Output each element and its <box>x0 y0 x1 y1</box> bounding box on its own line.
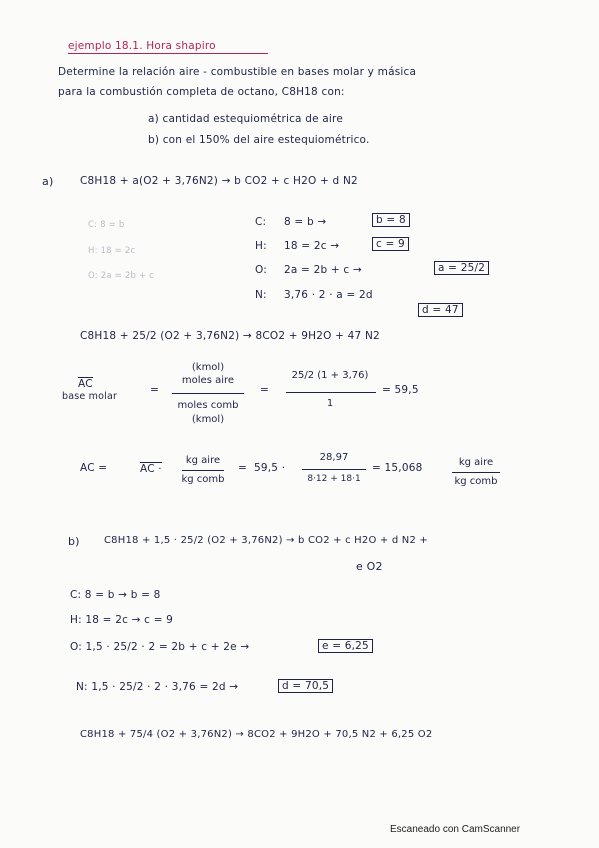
part-b-balance-h: H: 18 = 2c → c = 9 <box>70 614 174 626</box>
ac-molar-den2: 1 <box>326 398 334 409</box>
ac-mass-unit-num: kg aire <box>458 457 494 468</box>
part-a-equation: C8H18 + a(O2 + 3,76N2) → b CO2 + c H2O + d N2 <box>80 175 358 187</box>
ac-molar-num-paren: (kmol) <box>191 362 225 373</box>
ac-molar-eq2: = <box>260 384 269 396</box>
balance-c-eq: 8 = b → <box>284 216 327 228</box>
ac-molar-den: moles comb <box>177 400 239 411</box>
ac-mass-kg-num: kg aire <box>185 455 221 466</box>
balance-o-result: a = 25/2 <box>434 261 489 275</box>
part-b-equation-cont: e O2 <box>356 560 383 573</box>
ac-mass-m-den: 8·12 + 18·1 <box>307 474 361 484</box>
fraction-bar <box>182 470 224 471</box>
part-b-balance-o: O: 1,5 · 25/2 · 2 = 2b + c + 2e → <box>70 641 250 653</box>
ac-mass-val: 59,5 · <box>254 462 286 474</box>
intro-line-2: para la combustión completa de octano, C8H18 con: <box>58 86 345 98</box>
ac-molar-sub: base molar <box>62 391 118 402</box>
balance-h-eq: 18 = 2c → <box>284 240 340 252</box>
ac-mass-term: AC · <box>140 463 162 475</box>
ac-mass-kg-den: kg comb <box>181 474 225 485</box>
balance-h-lhs: H: <box>255 240 267 252</box>
ac-molar-num: moles aire <box>181 375 235 386</box>
ac-molar-result: = 59,5 <box>382 384 419 396</box>
faint-note: C: 8 = b <box>88 220 125 230</box>
part-b-balance-o-result: e = 6,25 <box>318 639 373 653</box>
balance-n-eq: 3,76 · 2 · a = 2d <box>284 289 373 301</box>
part-b-label: b) <box>68 535 80 548</box>
part-a-label: a) <box>42 175 54 188</box>
part-b-balance-c: C: 8 = b → b = 8 <box>70 589 161 601</box>
intro-item-b: b) con el 150% del aire estequiométrico. <box>148 134 370 146</box>
part-b-balance-n-result: d = 70,5 <box>278 679 333 693</box>
ac-mass-eq: = <box>238 462 247 474</box>
ac-mass-m-num: 28,97 <box>319 452 349 463</box>
part-a-balanced-equation: C8H18 + 25/2 (O2 + 3,76N2) → 8CO2 + 9H2O + 47 N2 <box>80 330 380 342</box>
balance-o-eq: 2a = 2b + c → <box>284 264 362 276</box>
title-underline <box>68 53 268 54</box>
part-b-balanced-equation: C8H18 + 75/4 (O2 + 3,76N2) → 8CO2 + 9H2O + 70,5 N2 + 6,25 O2 <box>80 729 433 740</box>
balance-c-result: b = 8 <box>372 213 410 227</box>
faint-note: H: 18 = 2c <box>88 246 136 256</box>
part-b-equation: C8H18 + 1,5 · 25/2 (O2 + 3,76N2) → b CO2 + c H2O + d N2 + <box>104 535 428 546</box>
ac-mass-result: = 15,068 <box>372 462 423 474</box>
ac-molar-eq: = <box>150 384 159 396</box>
fraction-bar <box>302 469 366 470</box>
fraction-bar <box>452 472 500 473</box>
intro-line-1: Determine la relación aire - combustible en bases molar y másica <box>58 66 417 78</box>
page-title: ejemplo 18.1. Hora shapiro <box>68 40 216 52</box>
ac-mass-unit-den: kg comb <box>454 476 498 487</box>
balance-h-result: c = 9 <box>372 237 409 251</box>
faint-note: O: 2a = 2b + c <box>88 271 155 281</box>
ac-molar-den-paren: (kmol) <box>191 414 225 425</box>
fraction-bar <box>286 392 376 393</box>
part-b-balance-n: N: 1,5 · 25/2 · 2 · 3,76 = 2d → <box>76 681 239 693</box>
balance-c-lhs: C: <box>255 216 267 228</box>
balance-n-lhs: N: <box>255 289 267 301</box>
fraction-bar <box>172 393 244 394</box>
intro-item-a: a) cantidad estequiométrica de aire <box>148 113 343 125</box>
ac-molar-num2: 25/2 (1 + 3,76) <box>291 370 369 381</box>
balance-n-result: d = 47 <box>418 303 463 317</box>
ac-mass-lhs: AC = <box>80 462 108 474</box>
ac-molar-label: AC <box>78 378 93 390</box>
balance-o-lhs: O: <box>255 264 268 276</box>
scanner-watermark: Escaneado con CamScanner <box>390 824 521 835</box>
